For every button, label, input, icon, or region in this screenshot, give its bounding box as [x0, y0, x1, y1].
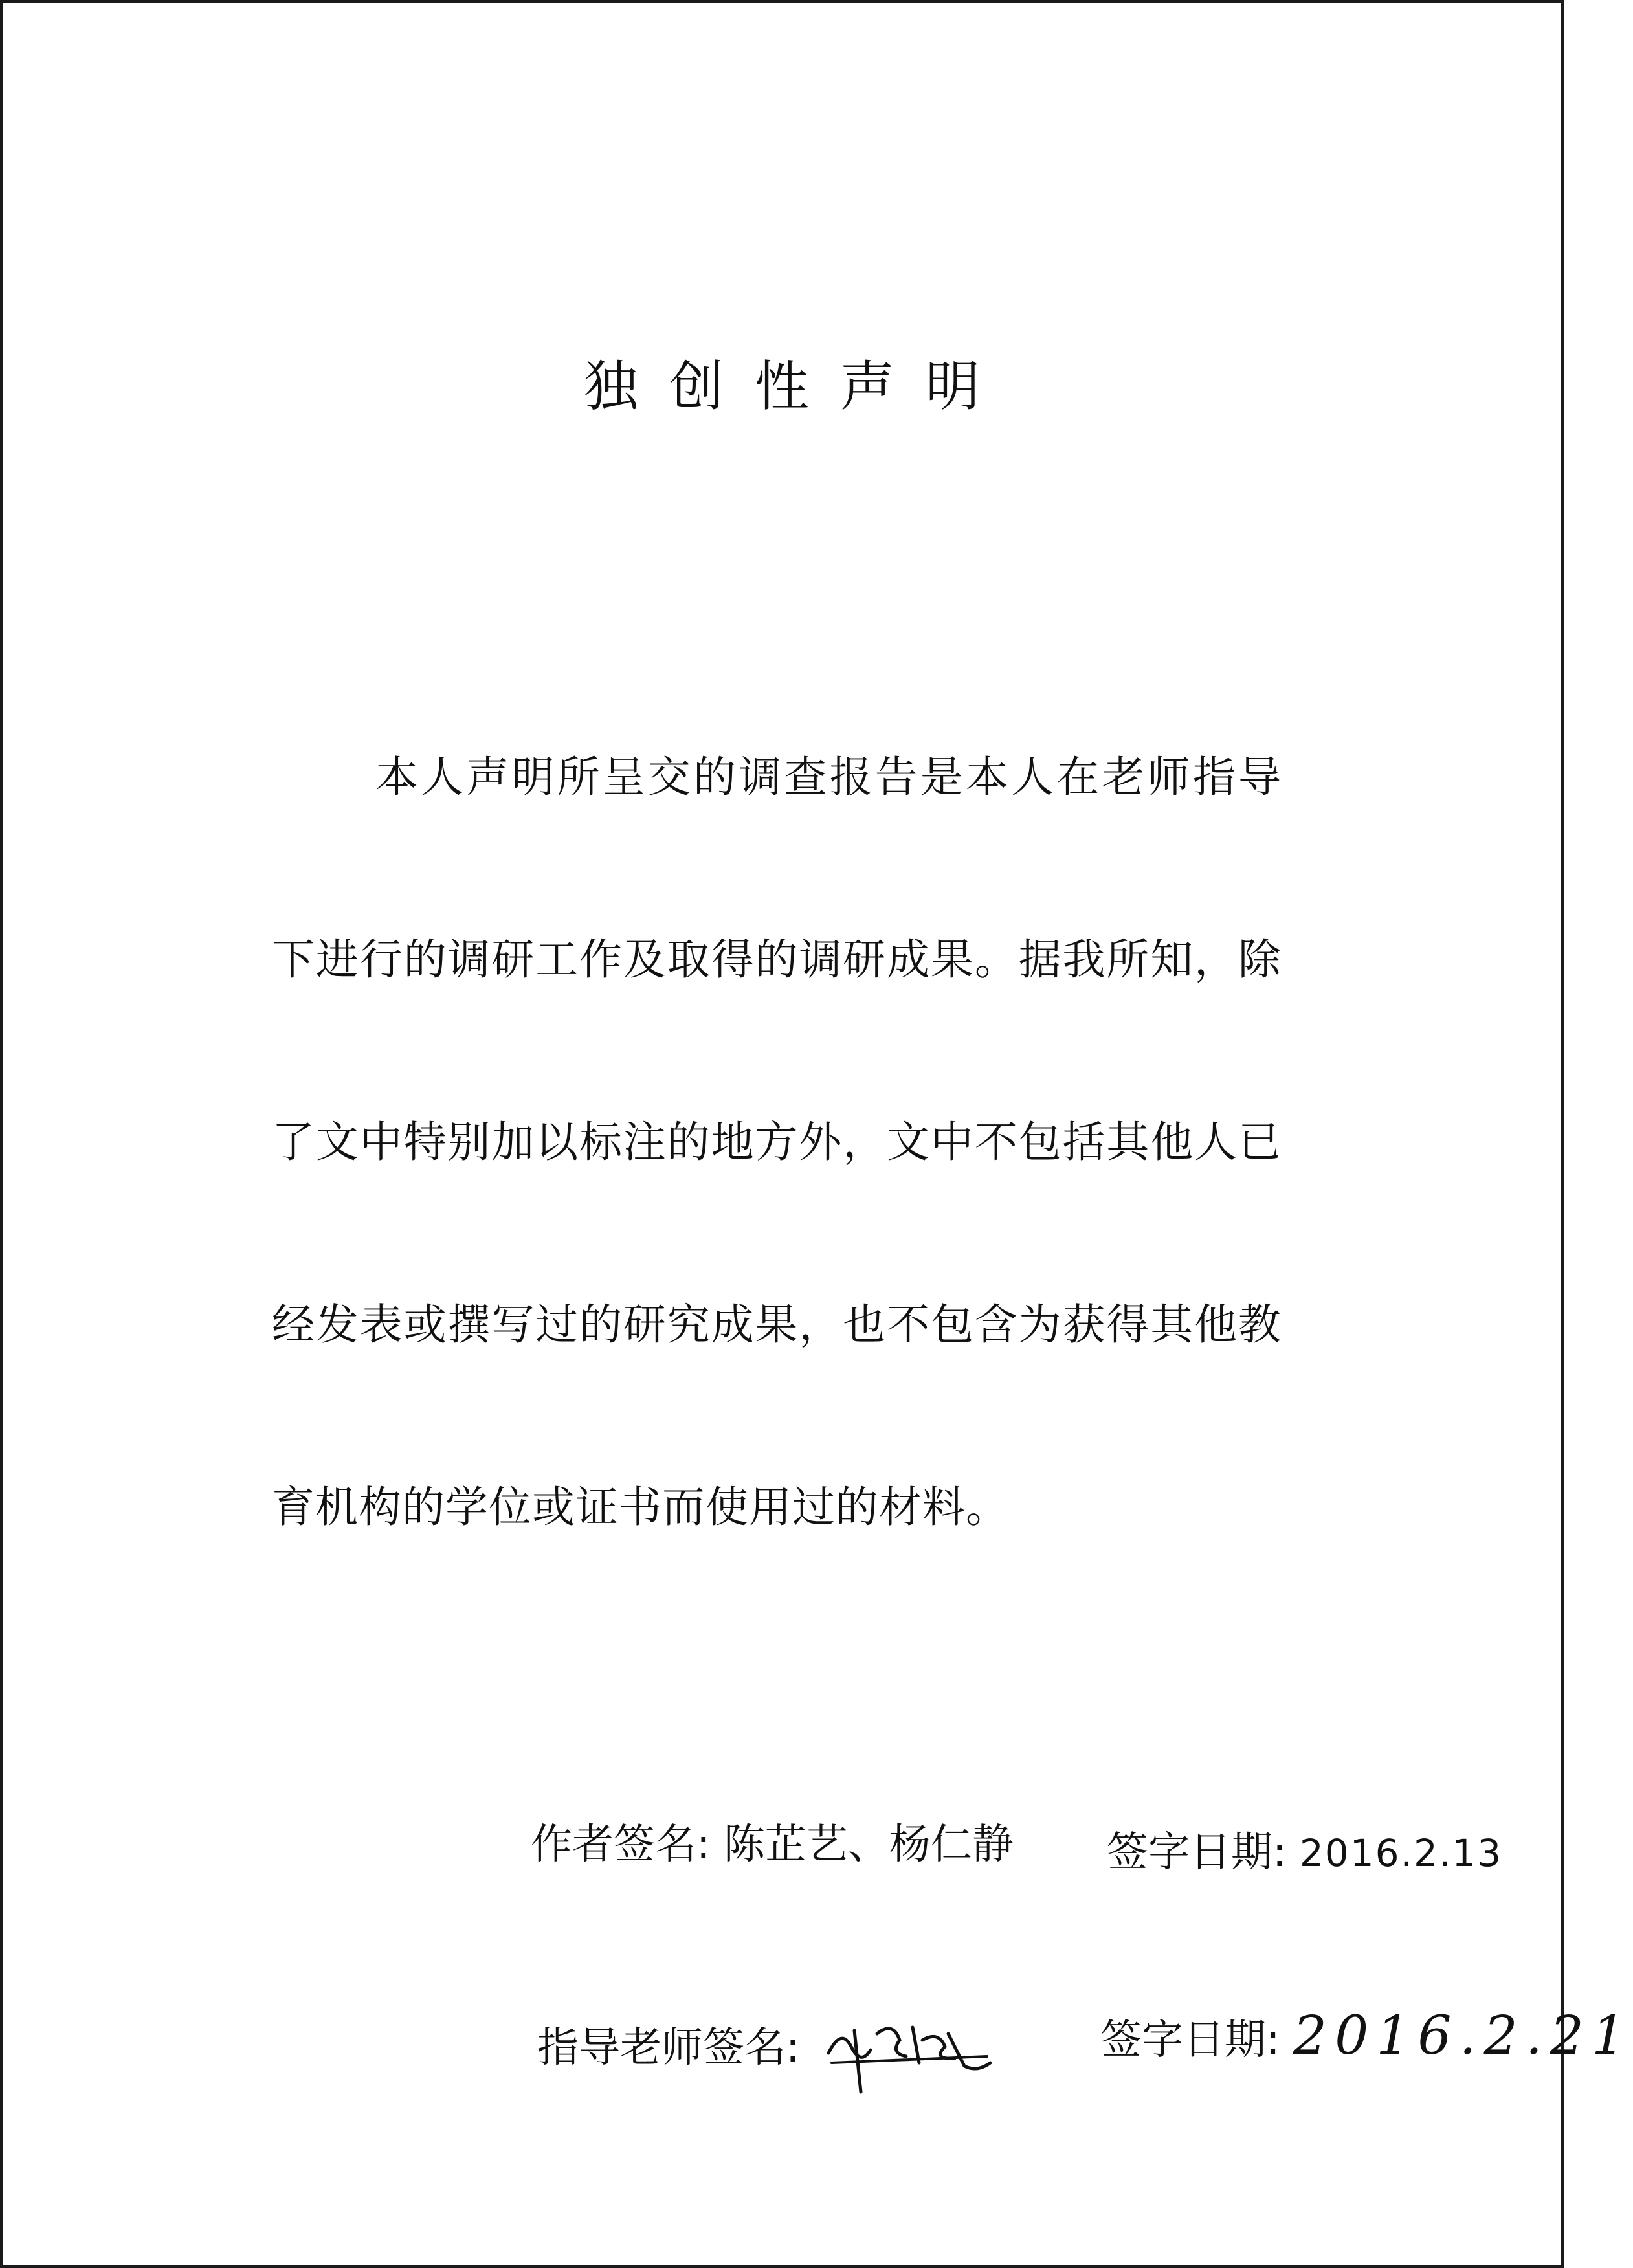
author-date-line — [1107, 1819, 1502, 1878]
document-title: 独创性声明 — [583, 355, 1011, 418]
advisor-handwritten-signature — [816, 2001, 997, 2098]
author-signature-line — [531, 1811, 1014, 1871]
advisor-date-value: 2016.2.21 — [1293, 2005, 1633, 2067]
author-signature-label: 作者签名: — [531, 1821, 711, 1869]
author-date-label: 签字日期: — [1107, 1829, 1287, 1876]
advisor-date-label: 签字日期: — [1100, 2016, 1280, 2064]
advisor-date-line — [1100, 2005, 1633, 2067]
author-date-value: 2016.2.13 — [1299, 1831, 1503, 1875]
declaration-body: 本人声明所呈交的调查报告是本人在老师指导下进行的调研工作及取得的调研成果。据我所知，除了文中特别加以标注的地方外，文中不包括其他人已经发表或撰写过的研究成果，也不包含为获得其他教育机构的学位或证书而使用过的材料。 — [272, 752, 1282, 1532]
author-signature-value: 陈芷艺、杨仁静 — [723, 1821, 1014, 1869]
advisor-signature-label: 指导老师签名: — [537, 2023, 800, 2072]
advisor-signature-line — [537, 2001, 997, 2098]
